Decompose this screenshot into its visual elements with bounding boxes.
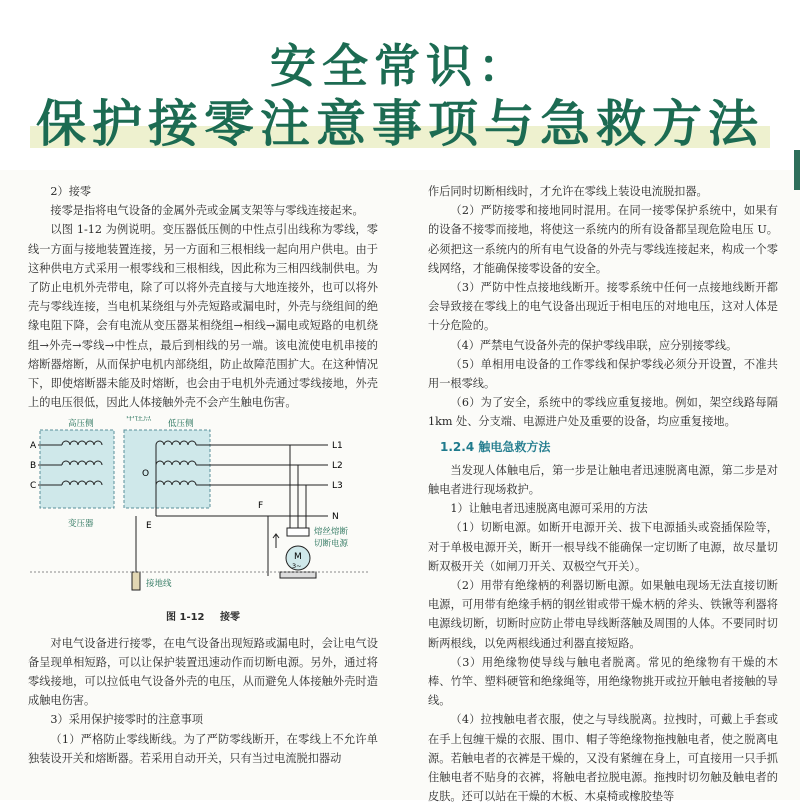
paragraph: 接零是指将电气设备的金属外壳或金属支架等与零线连接起来。	[50, 204, 364, 218]
label-phase-b: B	[30, 461, 37, 472]
figure-caption-text: 接零	[220, 612, 240, 624]
right-column	[428, 182, 778, 807]
label-low-side: 低压侧	[168, 419, 194, 430]
paragraph: （6）为了安全，系统中的零线应重复接地。例如，架空线路每隔 1km 处、分支端、电源进户处及重要的设备，均应重复接地。	[428, 396, 778, 429]
ground-rod	[132, 572, 140, 590]
paragraph: （2）严防接零和接地同时混用。在同一接零保护系统中，如果有的设备不接零而接地，将使这一系统内的所有设备都呈现危险电压 U。必须把这一系统内的所有电气设备的外壳与零线连接起来，构成一个零线网络，才能确保接零设备的安全。	[428, 204, 778, 275]
current-arrow	[273, 534, 279, 548]
paragraph: （5）单相用电设备的工作零线和保护零线必须分开设置，不准共用一根零线。	[428, 357, 778, 391]
paragraph: （4）严禁电气设备外壳的保护零线串联，应分别接零线。	[450, 338, 738, 352]
subheading-precautions: 3）采用保护接零时的注意事项	[50, 713, 203, 727]
paragraph: （4）拉拽触电者衣服，使之与导线脱离。拉拽时，可戴上手套或在手上包缠干燥的衣服、围巾、帽子等绝缘物拖拽触电者，使之脱离电源。若触电者的衣裤是干燥的，又没有紧缠在身上，可直接用一只手抓住触电者不贴身的衣裤，将触电者拉脱电源。拖拽时切勿触及触电者的皮肤。还可以站在干燥的木板、木桌椅或橡胶垫等	[428, 713, 778, 804]
figure-caption-number: 图 1-12	[166, 612, 205, 624]
label-phase-a: A	[30, 441, 37, 452]
motor-base	[280, 572, 316, 578]
paragraph: （3）用绝缘物使导线与触电者脱离。常见的绝缘物有干燥的木棒、竹竿、塑料硬管和绝缘绳等，用绝缘物挑开或拉开触电者接触的导线。	[428, 655, 778, 708]
low-voltage-panel	[124, 430, 210, 508]
section-heading-neutral: 2）接零	[50, 185, 92, 198]
paragraph: 以图 1-12 为例说明。变压器低压侧的中性点引出线称为零线，零线一方面与接地装置连接，另一方面和三根相线一起向用户供电。由于这种供电方式采用一根零线和三根相线，因此称为三相四线制供电。为了防止电机外壳带电，除了可以将外壳直接与大地连接外，也可以将外壳与零线连接，当电机某绕组与外壳短路或漏电时，外壳与绕组间的绝缘电阻下降，会有电流从变压器某相绕组→相线→漏电或短路的电机绕组→外壳→零线→中性点，最后到相线的另一端。该电流使电机串接的熔断器熔断，从而保护电机内部绕组，防止故障范围扩大。在这种情况下，即使熔断器未能及时熔断，也会由于电机外壳通过零线接地，外壳上的电压很低，因此人体接触外壳不会产生触电伤害。	[28, 223, 378, 410]
label-f: F	[258, 501, 264, 512]
subheading-escape-methods: 1）让触电者迅速脱离电源可采用的方法	[450, 502, 648, 516]
label-l2: L2	[332, 461, 343, 472]
paragraph: 作后同时切断相线时，才允许在零线上装设电流脱扣器。	[428, 185, 708, 198]
title-line-1: 安全常识：	[270, 39, 530, 93]
paragraph: 对电气设备进行接零，在电气设备出现短路或漏电时，会让电气设备呈现单相短路，可以让保护装置迅速动作而切断电源。另外，通过将零线接地，可以拉低电气设备外壳的电压，从而避免人体接触外壳时造成触电伤害。	[28, 636, 378, 708]
paragraph: 当发现人体触电后，第一步是让触电者迅速脱离电源，第二步是对触电者进行现场救护。	[428, 463, 778, 497]
label-ground-wire: 接地线	[146, 579, 172, 590]
fuse-block	[287, 528, 309, 536]
figure-neutral-connection-diagram	[28, 416, 378, 606]
header-banner	[0, 0, 800, 170]
label-n: N	[332, 512, 339, 523]
paragraph: （3）严防中性点接地线断开。接零系统中任何一点接地线断开都会导致接在零线上的电气设备出现近于相电压的对地电压，这对人体是十分危险的。	[428, 281, 778, 333]
label-phase-c: C	[30, 481, 37, 492]
label-l1: L1	[332, 441, 343, 452]
paragraph: （2）用带有绝缘柄的利器切断电源。如果触电现场无法直接切断电源，可用带有绝缘手柄的钢丝钳或带干燥木柄的斧头、铁锹等利器将电源线切断，切断时应防止带电导线断落触及周围的人体。不要同时切断两根线，以免两根线通过利器直接短路。	[428, 579, 778, 650]
page-edge-tab	[794, 150, 800, 190]
label-o: O	[142, 469, 150, 480]
label-high-side: 高压侧	[68, 419, 94, 430]
paragraph: （1）严格防止零线断线。为了严防零线断开，在零线上不允许单独装设开关和熔断器。若采用自动开关，只有当过电流脱扣器动	[28, 732, 378, 765]
motor-sub-label: 3~	[292, 562, 302, 571]
label-transformer: 变压器	[68, 519, 94, 530]
motor-label: M	[294, 552, 302, 563]
book-page	[0, 170, 800, 804]
label-neutral-point: 中性点	[126, 416, 152, 424]
label-fuse-blown-2: 切断电源	[314, 539, 349, 550]
left-column	[28, 182, 378, 768]
label-fuse-blown-1: 熔丝熔断	[314, 527, 349, 538]
label-l3: L3	[332, 481, 343, 492]
figure-caption	[28, 608, 378, 627]
diagram-svg	[28, 416, 378, 606]
section-heading-first-aid: 1.2.4 触电急救方法	[440, 439, 551, 454]
title-line-2: 保护接零注意事项与急救方法	[36, 95, 764, 153]
paragraph: （1）切断电源。如断开电源开关、拔下电源插头或瓷插保险等，对于单极电源开关，断开一根导线不能确保一定切断了电源，故尽量切断双极开关（如闸刀开关、双极空气开关）。	[428, 521, 778, 573]
label-e: E	[146, 521, 152, 532]
